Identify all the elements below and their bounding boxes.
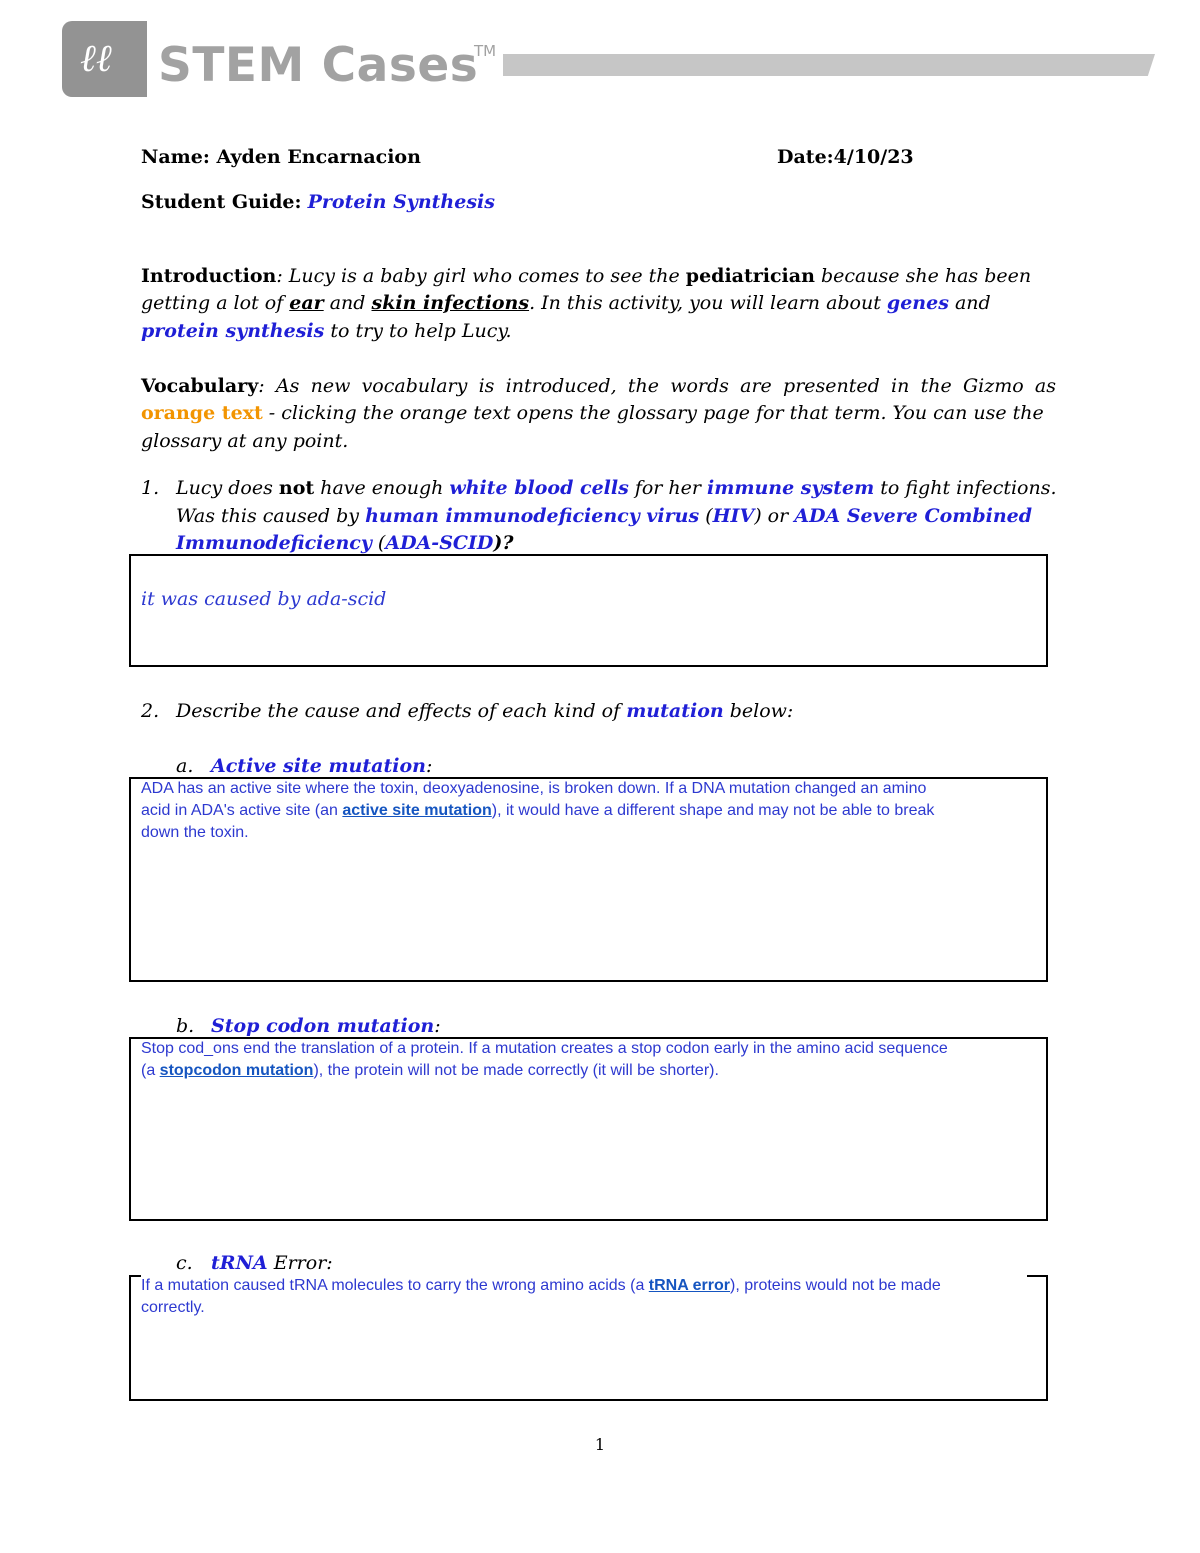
term-white-blood-cells: white blood cells — [449, 477, 629, 499]
name-label: Name: — [141, 146, 210, 168]
q2b-label-line: Stop codon mutation: — [211, 1015, 441, 1037]
q2b-label: Stop codon mutation — [211, 1015, 435, 1037]
name-line — [141, 143, 421, 171]
header-bar — [503, 54, 1155, 76]
term-not: not — [278, 477, 315, 499]
q2a-letter: a. — [176, 755, 194, 777]
term-skin-infections: skin infections — [371, 292, 530, 314]
term-immune-system: immune system — [707, 477, 875, 499]
q2-number: 2. — [141, 700, 160, 722]
q1-line-2: Was this caused by human immunodeficiency virus (HIV) or ADA Severe Combined — [176, 505, 1033, 527]
q2c-label: tRNA — [211, 1252, 268, 1274]
vocab-line-2: orange text - clicking the orange text opens the glossary page for that term. You can use the — [141, 402, 1044, 424]
q2c-label-line: tRNA Error: — [211, 1252, 333, 1274]
term-ada-full: ADA Severe Combined — [794, 505, 1033, 527]
q2-prompt: Describe the cause and effects of each kind of mutation below: — [176, 700, 794, 722]
term-pediatrician: pediatrician — [685, 265, 815, 287]
stop-codon-mutation-link[interactable]: stopcodon mutation — [159, 1062, 314, 1079]
trna-error-link[interactable]: tRNA error — [648, 1277, 730, 1294]
date-value: 4/10/23 — [833, 146, 914, 168]
q2c-box-top-right — [1027, 1275, 1048, 1277]
vocab-label: Vocabulary — [141, 375, 259, 397]
term-genes: genes — [886, 292, 949, 314]
q1-answer[interactable]: it was caused by ada-scid — [141, 588, 387, 610]
q2b-letter: b. — [176, 1015, 195, 1037]
term-ear: ear — [289, 292, 324, 314]
q1-number: 1. — [141, 477, 160, 499]
q2c-answer[interactable]: If a mutation caused tRNA molecules to carry the wrong amino acids (a tRNA error), proteins would not be made correctly. — [141, 1277, 941, 1316]
intro-line-2: getting a lot of ear and skin infections. In this activity, you will learn about genes and — [141, 292, 991, 314]
q2a-answer[interactable]: ADA has an active site where the toxin, deoxyadenosine, is broken down. If a DNA mutation changed an amino acid in ADA's active site (an active site mutation), it would have a different shape and may not be able to break down the toxin. — [141, 780, 935, 841]
term-hiv: HIV — [712, 505, 755, 527]
vocab-line-1: Vocabulary: As new vocabulary is introduced, the words are presented in the Gizmo as — [141, 375, 1056, 397]
q2c-box-top-left — [129, 1275, 141, 1277]
q2c-letter: c. — [176, 1252, 193, 1274]
name-value: Ayden Encarnacion — [216, 146, 421, 168]
brand-title: STEM Cases — [158, 38, 479, 93]
vocab-line-3: glossary at any point. — [141, 430, 349, 452]
guide-title: Protein Synthesis — [307, 191, 495, 213]
intro-label: Introduction — [141, 265, 277, 287]
q1-line-3: Immunodeficiency (ADA-SCID)? — [176, 532, 514, 554]
term-ada-scid: ADA-SCID — [385, 532, 494, 554]
q2a-label: Active site mutation — [211, 755, 426, 777]
term-ada-full-2: Immunodeficiency — [176, 532, 372, 554]
q2a-label-line: Active site mutation: — [211, 755, 433, 777]
guide-line — [141, 188, 495, 216]
guide-label: Student Guide: — [141, 191, 302, 213]
logo-icon: ℓℓ — [80, 36, 112, 80]
q2b-answer[interactable]: Stop cod_ons end the translation of a protein. If a mutation creates a stop codon early in the amino acid sequence (a stopcodon mutation), the protein will not be made correctly (it will be shorter). — [141, 1040, 948, 1079]
date-label: Date: — [777, 146, 834, 168]
page-number: 1 — [594, 1435, 606, 1454]
term-orange-text: orange text — [141, 402, 263, 424]
q1-line-1: Lucy does not have enough white blood cells for her immune system to fight infections. — [176, 477, 1057, 499]
term-mutation: mutation — [626, 700, 724, 722]
term-protein-synthesis: protein synthesis — [141, 320, 325, 342]
term-hiv-full: human immunodeficiency virus — [365, 505, 700, 527]
intro-line-1: Introduction: Lucy is a baby girl who comes to see the pediatrician because she has been — [141, 265, 1032, 287]
trademark: TM — [474, 42, 497, 60]
date-line — [777, 143, 914, 171]
active-site-mutation-link[interactable]: active site mutation — [342, 802, 492, 819]
intro-line-3: protein synthesis to try to help Lucy. — [141, 320, 512, 342]
